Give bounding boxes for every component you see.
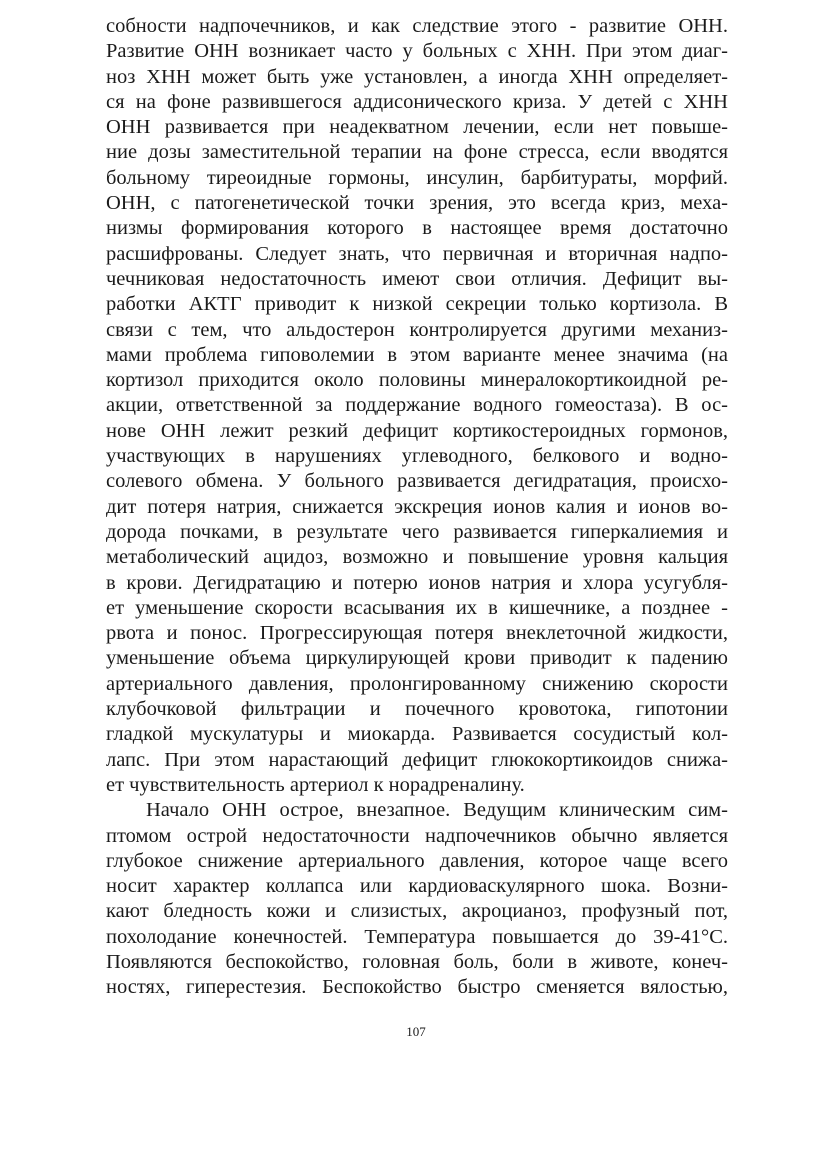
text-line: работки АКТГ приводит к низкой секреции только кортизола. В bbox=[106, 293, 728, 316]
text-line: ся на фоне развившегося аддисонического криза. У детей с ХНН bbox=[106, 90, 728, 113]
text-line: носит характер коллапса или кардиоваскулярного шока. Возни- bbox=[106, 875, 728, 898]
text-line: ет уменьшение скорости всасывания их в кишечнике, а позднее - bbox=[106, 596, 728, 619]
text-line: нове ОНН лежит резкий дефицит кортикостероидных гормонов, bbox=[106, 419, 728, 442]
text-line: чечниковая недостаточность имеют свои отличия. Дефицит вы- bbox=[106, 267, 728, 290]
text-line: мами проблема гиповолемии в этом варианте менее значима (на bbox=[106, 343, 728, 366]
text-line: похолодание конечностей. Температура повышается до 39-41°С. bbox=[106, 925, 728, 948]
body-text bbox=[106, 14, 728, 1001]
text-line: дорода почками, в результате чего развивается гиперкалиемия и bbox=[106, 520, 728, 543]
text-line: клубочковой фильтрации и почечного кровотока, гипотонии bbox=[106, 698, 728, 721]
text-line: Появляются беспокойство, головная боль, боли в животе, конеч- bbox=[106, 950, 728, 973]
text-line: ОНН, с патогенетической точки зрения, это всегда криз, меха- bbox=[106, 192, 728, 215]
text-line: низмы формирования которого в настоящее время достаточно bbox=[106, 217, 728, 240]
text-line: Начало ОНН острое, внезапное. Ведущим клиническим сим- bbox=[146, 799, 728, 822]
text-line: дит потеря натрия, снижается экскреция ионов калия и ионов во- bbox=[106, 495, 728, 518]
text-line: кортизол приходится около половины минералокортикоидной ре- bbox=[106, 369, 728, 392]
text-line: уменьшение объема циркулирующей крови приводит к падению bbox=[106, 647, 728, 670]
text-line: расшифрованы. Следует знать, что первичная и вторичная надпо- bbox=[106, 242, 728, 265]
text-line: ностях, гиперестезия. Беспокойство быстро сменяется вялостью, bbox=[106, 976, 728, 999]
text-line: лапс. При этом нарастающий дефицит глюкокортикоидов снижа- bbox=[106, 748, 728, 771]
paragraph-2 bbox=[106, 798, 728, 1000]
text-line: больному тиреоидные гормоны, инсулин, барбитураты, морфий. bbox=[106, 166, 728, 189]
text-line: связи с тем, что альдостерон контролируется другими механиз- bbox=[106, 318, 728, 341]
text-line: рвота и понос. Прогрессирующая потеря внеклеточной жидкости, bbox=[106, 622, 728, 645]
text-line: ОНН развивается при неадекватном лечении, если нет повыше- bbox=[106, 116, 728, 139]
text-line: птомом острой недостаточности надпочечников обычно является bbox=[106, 824, 728, 847]
text-line: участвующих в нарушениях углеводного, белкового и водно- bbox=[106, 445, 728, 468]
paragraph-1 bbox=[106, 14, 728, 798]
text-line: кают бледность кожи и слизистых, акроцианоз, профузный пот, bbox=[106, 900, 728, 923]
text-line: артериального давления, пролонгированному снижению скорости bbox=[106, 672, 728, 695]
text-line: ноз ХНН может быть уже установлен, а иногда ХНН определяет- bbox=[106, 65, 728, 88]
text-line: Развитие ОНН возникает часто у больных с ХНН. При этом диаг- bbox=[106, 40, 728, 63]
page-number: 107 bbox=[406, 1024, 426, 1039]
text-line: ние дозы заместительной терапии на фоне стресса, если вводятся bbox=[106, 141, 728, 164]
text-line: гладкой мускулатуры и миокарда. Развивается сосудистый кол- bbox=[106, 723, 728, 746]
text-line: солевого обмена. У больного развивается дегидратация, происхо- bbox=[106, 470, 728, 493]
text-line: акции, ответственной за поддержание водного гомеостаза). В ос- bbox=[106, 394, 728, 417]
text-line: ет чувствительность артериол к норадреналину. bbox=[106, 773, 525, 796]
text-line: глубокое снижение артериального давления, которое чаще всего bbox=[106, 849, 728, 872]
text-line: собности надпочечников, и как следствие этого - развитие ОНН. bbox=[106, 15, 728, 37]
text-line: в крови. Дегидратацию и потерю ионов натрия и хлора усугубля- bbox=[106, 571, 728, 594]
text-line: метаболический ацидоз, возможно и повышение уровня кальция bbox=[106, 546, 728, 569]
